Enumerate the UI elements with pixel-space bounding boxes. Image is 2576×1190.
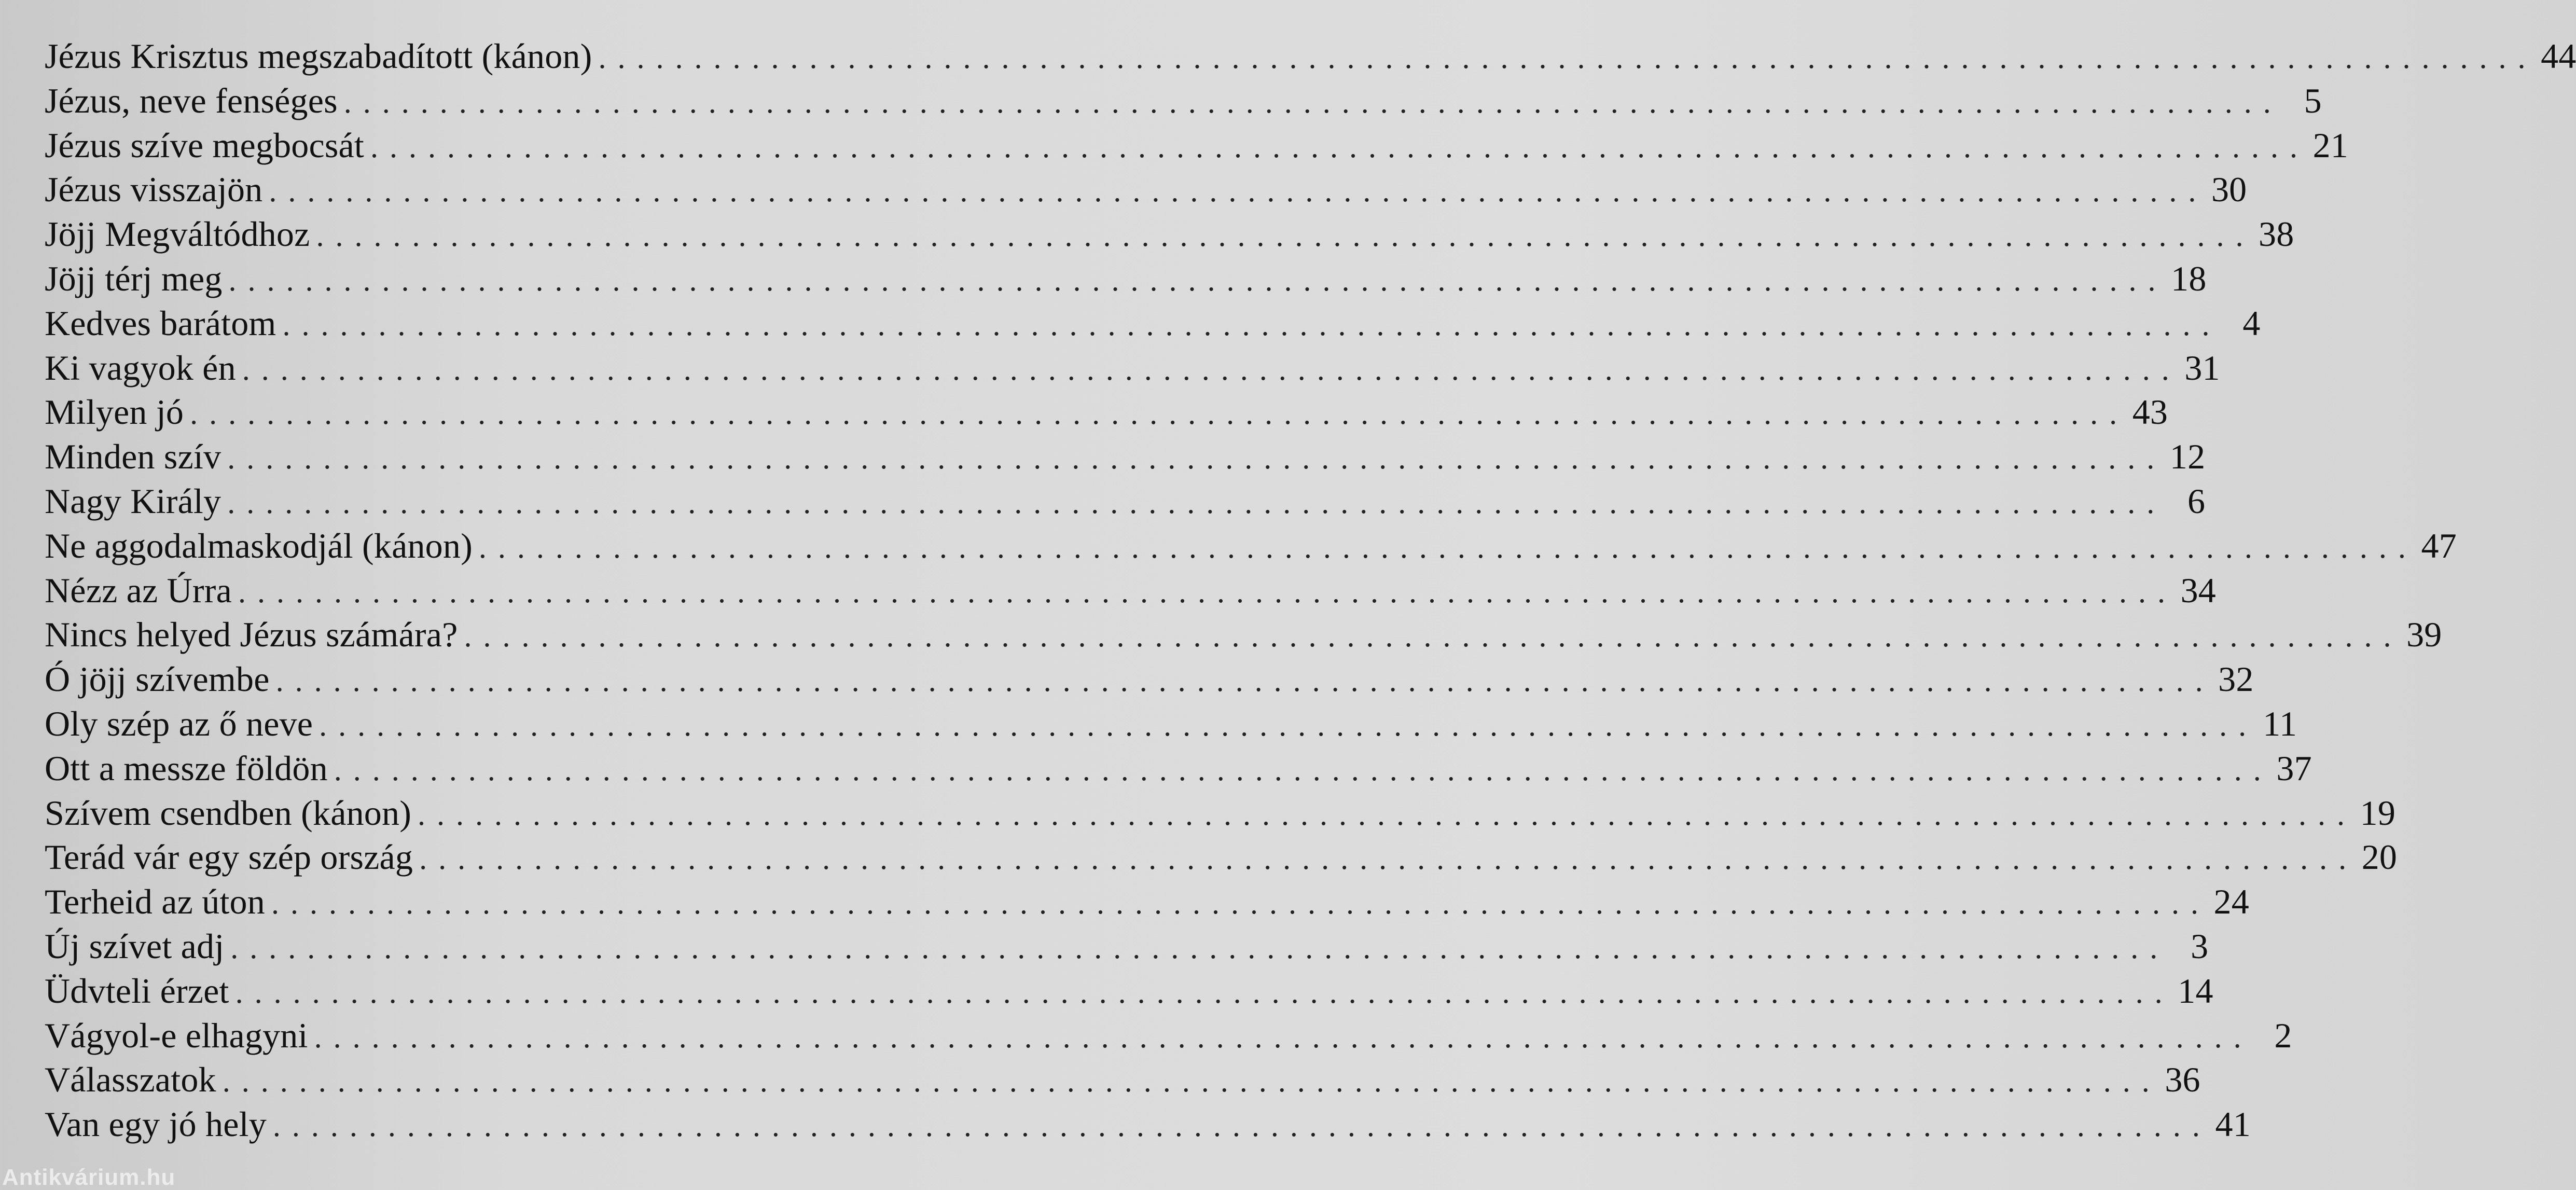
toc-entry-title: Jézus szíve megbocsát [45, 125, 365, 165]
toc-entry-page: 3 [2191, 926, 2209, 966]
toc-dot-leader [464, 614, 2391, 659]
toc-entry [45, 301, 2261, 346]
toc-entry-title: Nincs helyed Jézus számára? [45, 615, 458, 655]
toc-entry-page: 34 [2180, 570, 2216, 610]
toc-entry-page: 44 [2541, 36, 2576, 76]
toc-dot-leader [273, 1104, 2200, 1149]
toc-entry [45, 435, 2206, 479]
toc-entry-title: Minden szív [45, 437, 221, 477]
toc-entry-title: Ne aggodalmaskodjál (kánon) [45, 525, 473, 565]
toc-entry-page: 5 [2304, 80, 2322, 120]
toc-entry-page: 30 [2211, 170, 2247, 210]
toc-entry-title: Ó jöjj szívembe [45, 659, 270, 699]
toc-dot-leader [314, 1015, 2241, 1060]
toc-entry-page: 41 [2215, 1104, 2251, 1144]
toc-dot-leader [418, 793, 2345, 837]
toc-dot-leader [316, 214, 2243, 258]
toc-entry-title: Jöjj Megváltódhoz [45, 214, 310, 254]
toc-entry-title: Kedves barátom [45, 303, 276, 343]
toc-dot-leader [283, 303, 2210, 348]
toc-entry [45, 880, 2249, 924]
toc-entry-title: Jézus, neve fenséges [45, 80, 338, 120]
toc-dot-leader [190, 392, 2117, 436]
toc-dot-leader [227, 436, 2154, 481]
toc-entry [45, 969, 2213, 1014]
toc-entry-title: Van egy jó hely [45, 1104, 267, 1144]
toc-entry-page: 18 [2171, 258, 2207, 298]
toc-entry [45, 212, 2294, 257]
toc-entry [45, 569, 2216, 613]
toc-entry-title: Jézus visszajön [45, 170, 263, 210]
toc-entry [45, 702, 2297, 746]
toc-entry [45, 1014, 2292, 1058]
toc-entry-page: 11 [2263, 703, 2297, 743]
toc-entry-title: Nagy Király [45, 481, 221, 521]
toc-entry [45, 791, 2396, 836]
toc-entry-page: 32 [2218, 659, 2254, 699]
toc-dot-leader [598, 36, 2525, 80]
toc-entry [45, 657, 2254, 702]
toc-dot-leader [479, 525, 2406, 570]
toc-entry [45, 524, 2457, 569]
toc-entry-page: 43 [2132, 392, 2168, 432]
toc-entry-page: 47 [2421, 525, 2457, 565]
toc-entry-title: Terheid az úton [45, 882, 265, 922]
toc-entry-page: 36 [2165, 1060, 2200, 1100]
toc-dot-leader [334, 748, 2261, 793]
toc-entry-page: 20 [2361, 837, 2398, 877]
toc-dot-leader [370, 125, 2297, 170]
toc-dot-leader [230, 926, 2157, 971]
toc-entry [45, 924, 2209, 969]
toc-dot-leader [419, 837, 2346, 881]
toc-entry-page: 14 [2178, 971, 2213, 1011]
toc-entry-title: Jézus Krisztus megszabadított (kánon) [45, 36, 592, 76]
table-of-contents [45, 34, 2576, 1147]
toc-dot-leader [242, 348, 2169, 392]
toc-entry-title: Ki vagyok én [45, 348, 236, 388]
toc-entry-page: 38 [2259, 214, 2294, 254]
toc-entry-page: 19 [2360, 793, 2396, 833]
toc-entry-title: Szívem csendben (kánon) [45, 793, 412, 833]
toc-entry-title: Válasszatok [45, 1060, 216, 1100]
toc-entry [45, 613, 2442, 657]
toc-dot-leader [271, 881, 2198, 926]
toc-entry [45, 168, 2247, 212]
toc-entry-page: 4 [2242, 303, 2261, 343]
watermark: Antikvárium.hu [2, 1165, 176, 1190]
toc-dot-leader [269, 169, 2196, 214]
toc-entry-title: Terád vár egy szép ország [45, 837, 413, 877]
toc-dot-leader [223, 1059, 2150, 1104]
toc-entry [45, 835, 2398, 880]
toc-entry-title: Jöjj térj meg [45, 258, 223, 298]
toc-entry-page: 31 [2184, 348, 2220, 388]
toc-entry [45, 34, 2576, 79]
toc-entry-page: 12 [2169, 437, 2206, 477]
toc-dot-leader [229, 258, 2156, 303]
toc-entry [45, 79, 2322, 123]
toc-dot-leader [276, 659, 2203, 703]
toc-entry [45, 1058, 2200, 1102]
toc-entry [45, 746, 2312, 791]
toc-entry-title: Oly szép az ő neve [45, 703, 313, 743]
toc-entry-title: Nézz az Úrra [45, 570, 232, 610]
toc-entry [45, 257, 2207, 301]
toc-dot-leader [227, 481, 2154, 525]
toc-entry [45, 1102, 2251, 1147]
toc-entry-page: 37 [2276, 748, 2312, 788]
toc-entry-title: Új szívet adj [45, 926, 225, 966]
toc-entry-title: Üdvteli érzet [45, 971, 229, 1011]
toc-entry-title: Milyen jó [45, 392, 184, 432]
toc-dot-leader [238, 570, 2165, 615]
toc-dot-leader [344, 80, 2271, 125]
toc-dot-leader [236, 971, 2163, 1015]
toc-entry-title: Ott a messze földön [45, 748, 328, 788]
toc-entry-page: 6 [2187, 481, 2206, 521]
toc-entry-page: 21 [2312, 125, 2349, 165]
toc-entry-page: 39 [2406, 615, 2442, 655]
toc-dot-leader [319, 703, 2246, 748]
toc-entry [45, 479, 2206, 524]
toc-entry-title: Vágyol-e elhagyni [45, 1015, 308, 1055]
toc-entry-page: 24 [2213, 882, 2249, 922]
toc-entry [45, 390, 2168, 435]
toc-entry [45, 123, 2349, 168]
toc-entry-page: 2 [2274, 1015, 2292, 1055]
toc-entry [45, 346, 2220, 391]
